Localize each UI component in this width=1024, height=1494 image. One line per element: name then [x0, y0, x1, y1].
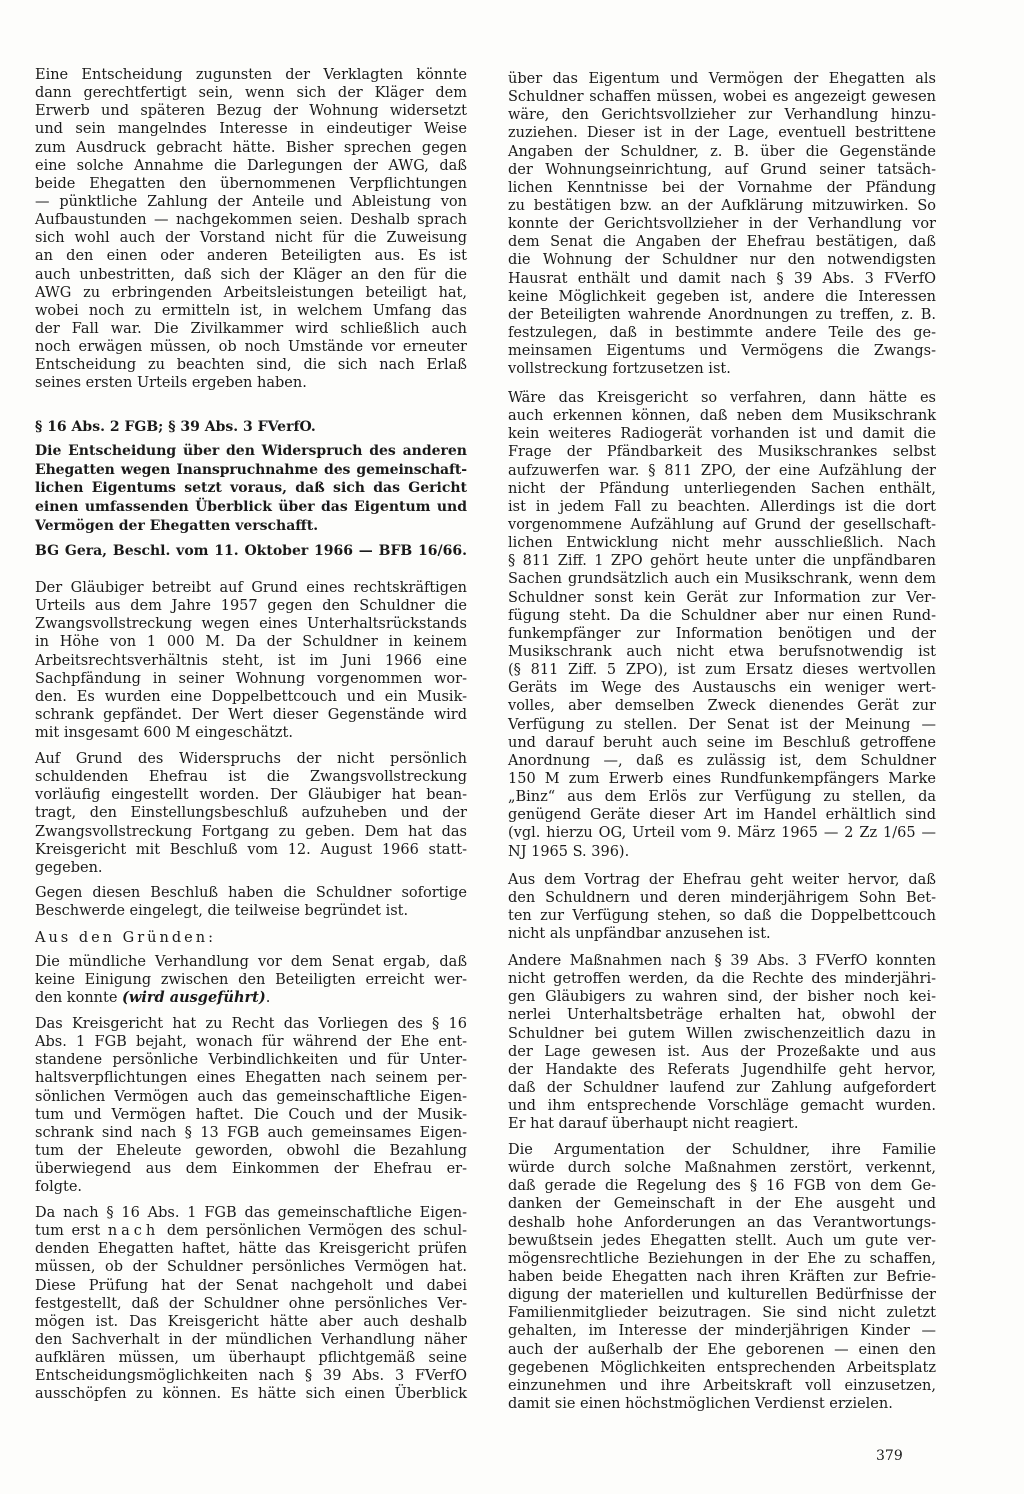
text-line: Verfügung zu stellen. Der Senat ist der Meinung —: [508, 716, 936, 733]
text-line: Hausrat enthält und damit nach § 39 Abs. 3 FVerfO: [508, 270, 936, 287]
text-line: Urteils aus dem Jahre 1957 gegen den Schuldner die: [35, 598, 467, 615]
text-line: [35, 989, 467, 1007]
text-line: deshalb hohe Anforderungen an das Verantwortungs-: [508, 1214, 936, 1231]
text-line: ist in jedem Fall zu beachten. Allerdings ist die dort: [508, 498, 936, 515]
text-line: den Sachverhalt in der mündlichen Verhandlung näher: [35, 1331, 467, 1348]
body-paragraph-continued: [35, 1204, 467, 1404]
text-line: Beschwerde eingelegt, die teilweise begründet ist.: [35, 903, 409, 920]
text-line: Zwangsvollstreckung wegen eines Unterhaltsrückstands: [35, 616, 467, 633]
text-line: (§ 811 Ziff. 5 ZPO), ist zum Ersatz dieses wertvollen: [508, 662, 936, 679]
text-line: haben beide Ehegatten nach ihren Kräften zur Befrie-: [508, 1268, 936, 1285]
text-line: zum Ausdruck gebracht hätte. Bisher sprechen gegen: [35, 139, 467, 156]
text-line: ausschöpfen zu können. Es hätte sich einen Überblick: [35, 1386, 467, 1403]
text-line: den. Es wurden eine Doppelbettcouch und ein Musik-: [35, 688, 467, 705]
text-line: Andere Maßnahmen nach § 39 Abs. 3 FVerfO konnten: [508, 953, 936, 969]
text-line: würde durch solche Maßnahmen zerstört, verkennt,: [508, 1160, 936, 1177]
text-line: gegeben.: [35, 859, 103, 876]
body-paragraph: [35, 953, 467, 1007]
text-line: § 16 Abs. 2 FGB; § 39 Abs. 3 FVerfO.: [35, 419, 316, 435]
emphasized-text: (wird ausgeführt): [122, 989, 266, 1007]
text-line: Ehegatten wegen Inanspruchnahme des gemeinschaft-: [35, 461, 467, 478]
text-line: danken der Gemeinschaft in der Ehe ausgeht und: [508, 1196, 936, 1213]
text-line: lichen Eigentums setzt voraus, daß sich das Gericht: [35, 480, 467, 497]
text-line: denden Ehegatten haftet, hätte das Kreisgericht prüfen: [35, 1241, 467, 1258]
text-segment: den konnte: [35, 990, 123, 1007]
text-line: Das Kreisgericht hat zu Recht das Vorliegen des § 16: [35, 1016, 467, 1032]
text-line: schrank gepfändet. Der Wert dieser Gegenstände wird: [35, 706, 467, 723]
text-line: Auf Grund des Widerspruchs der nicht persönlich: [35, 751, 467, 767]
text-line: § 811 Ziff. 1 ZPO gehört heute unter die unpfändbaren: [508, 553, 936, 570]
text-line: Sachen grundsätzlich auch ein Musikschrank, wenn dem: [508, 571, 936, 588]
text-line: zu bestätigen bzw. an der Aufklärung mitzuwirken. So: [508, 197, 936, 214]
text-line: dann gerechtfertigt sein, wenn sich der Kläger dem: [35, 85, 467, 102]
text-line: wobei noch zu ermitteln ist, in welchem Umfang das: [35, 302, 467, 319]
text-line: [35, 1222, 467, 1240]
text-segment: .: [265, 990, 271, 1007]
text-line: den Schuldnern und deren minderjährigem Sohn Bet-: [508, 890, 936, 907]
text-line: beide Ehegatten den übernommenen Verpflichtungen: [35, 175, 467, 192]
text-line: Frage der Pfändbarkeit des Musikschrankes selbst: [508, 444, 936, 461]
body-paragraph: [35, 750, 467, 877]
text-line: keine Möglichkeit gegeben ist, andere die Interessen: [508, 288, 936, 305]
text-line: Angaben der Schuldner, z. B. über die Gegenstände: [508, 143, 936, 160]
body-paragraph: [35, 1015, 467, 1196]
text-line: eine solche Annahme die Darlegungen der AWG, daß: [35, 157, 467, 174]
text-line: in Höhe von 1 000 M. Da der Schuldner in keinem: [35, 634, 467, 651]
text-line: über das Eigentum und Vermögen der Ehegatten als: [508, 71, 936, 87]
text-line: Eine Entscheidung zugunsten der Verklagten könnte: [35, 67, 467, 83]
text-line: Die Entscheidung über den Widerspruch des anderen: [35, 443, 467, 459]
body-paragraph: [508, 871, 936, 944]
text-line: Aus dem Vortrag der Ehefrau geht weiter hervor, daß: [508, 872, 936, 888]
text-line: einzunehmen und ihre Arbeitskraft voll einzusetzen,: [508, 1377, 936, 1394]
page-number: 379: [876, 1448, 903, 1464]
text-line: standene persönliche Verbindlichkeiten und für Unter-: [35, 1052, 467, 1069]
text-line: zuziehen. Dieser ist in der Lage, eventuell bestrittene: [508, 125, 936, 142]
text-line: ten zur Verfügung stehen, so daß die Doppelbettcouch: [508, 908, 936, 925]
text-line: einen umfassenden Überblick über das Eigentum und: [35, 499, 467, 516]
text-line: aufzuwerfen war. § 811 ZPO, der eine Aufzählung der: [508, 462, 936, 479]
text-line: und ihm entsprechende Vorschläge gemacht wurden.: [508, 1098, 936, 1115]
text-line: Musikschrank auch nicht etwa berufsnotwendig ist: [508, 643, 936, 660]
text-line: lichen Kenntnisse bei der Vornahme der Pfändung: [508, 179, 936, 196]
text-line: digung der materiellen und kulturellen Bedürfnisse der: [508, 1287, 936, 1304]
text-line: gen Gläubigers zu wahren sind, der bisher noch kei-: [508, 989, 936, 1006]
text-segment: dem persönlichen Vermögen des schul-: [159, 1223, 468, 1240]
grounds-heading: [35, 929, 467, 947]
text-line: sich wohl auch der Vorstand nicht für die Zuweisung: [35, 230, 467, 247]
text-line: vorläufig eingestellt worden. Der Gläubiger hat bean-: [35, 787, 467, 804]
right-column: [508, 0, 936, 1494]
text-line: Arbeitsrechtsverhältnis steht, ist im Juni 1966 eine: [35, 652, 467, 669]
text-line: Die Argumentation der Schuldner, ihre Familie: [508, 1142, 936, 1158]
text-line: keine Einigung zwischen den Beteiligten erreicht wer-: [35, 972, 467, 989]
text-line: meinsamen Eigentums und Vermögens die Zwangs-: [508, 343, 936, 360]
text-line: der Wohnungseinrichtung, auf Grund seiner tatsäch-: [508, 161, 936, 178]
text-line: „Binz“ aus dem Erlös zur Verfügung zu stellen, da: [508, 789, 936, 806]
text-line: lichen Entwicklung nicht mehr ausschließlich. Nach: [508, 535, 936, 552]
text-line: vollstreckung fortzusetzen ist.: [508, 361, 731, 378]
text-line: Geräts im Wege des Austauschs ein weniger wert-: [508, 680, 936, 697]
text-line: 150 M zum Erwerb eines Rundfunkempfängers Marke: [508, 770, 936, 787]
text-line: auch erkennen können, daß neben dem Musikschrank: [508, 408, 936, 425]
text-line: nicht getroffen werden, da die Rechte des minderjähri-: [508, 971, 936, 988]
letterspaced-text: nach: [107, 1223, 160, 1240]
text-line: daß gerade die Regelung des § 16 FGB von dem Ge-: [508, 1178, 936, 1195]
text-line: Die mündliche Verhandlung vor dem Senat ergab, daß: [35, 954, 467, 970]
text-line: wäre, den Gerichtsvollzieher zur Verhandlung hinzu-: [508, 107, 936, 124]
text-line: überwiegend aus dem Einkommen der Ehefrau er-: [35, 1161, 467, 1178]
text-line: Gegen diesen Beschluß haben die Schuldner sofortige: [35, 885, 467, 901]
text-line: und sein mangelndes Interesse in eindeutiger Weise: [35, 121, 467, 138]
text-line: Der Gläubiger betreibt auf Grund eines rechtskräftigen: [35, 580, 467, 596]
text-line: mögen ist. Das Kreisgericht hätte aber auch deshalb: [35, 1313, 467, 1330]
text-line: nerlei Unterhaltsbeträge erhalten hat, obwohl der: [508, 1007, 936, 1024]
text-line: festzulegen, daß in bestimmte andere Teile des ge-: [508, 324, 936, 341]
text-line: Diese Prüfung hat der Senat nachgeholt und dabei: [35, 1277, 467, 1294]
body-paragraph: [35, 66, 467, 393]
left-column: [35, 0, 467, 1494]
text-line: folgte.: [35, 1179, 83, 1196]
text-line: schuldenden Ehefrau ist die Zwangsvollstreckung: [35, 769, 467, 786]
text-line: der Beteiligten wahrende Anordnungen zu treffen, z. B.: [508, 306, 936, 323]
text-line: Schuldner bei gutem Willen zwischenzeitlich dazu in: [508, 1025, 936, 1042]
text-line: Entscheidungsmöglichkeiten nach § 39 Abs. 3 FVerfO: [35, 1368, 467, 1385]
body-paragraph: [35, 884, 467, 920]
text-line: genügend Geräte dieser Art im Handel erhältlich sind: [508, 807, 936, 824]
text-line: konnte der Gerichtsvollzieher in der Verhandlung vor: [508, 216, 936, 233]
text-line: tum der Eheleute geworden, obwohl die Bezahlung: [35, 1142, 467, 1159]
body-paragraph: [508, 1141, 936, 1413]
text-line: seines ersten Urteils ergeben haben.: [35, 375, 307, 392]
text-line: Er hat darauf überhaupt nicht reagiert.: [508, 1116, 799, 1133]
text-line: schrank sind nach § 13 FGB auch gemeinsames Eigen-: [35, 1124, 467, 1141]
text-line: und darauf beruht auch seine im Beschluß getroffene: [508, 734, 936, 751]
text-line: an den einen oder anderen Beteiligten aus. Es ist: [35, 248, 467, 265]
text-line: Vermögen der Ehegatten verschafft.: [35, 517, 319, 534]
text-line: kein weiteres Radiogerät vorhanden ist und damit die: [508, 426, 936, 443]
text-line: tragt, den Einstellungsbeschluß aufzuheben und der: [35, 805, 467, 822]
text-line: Entscheidung zu beachten sind, die sich nach Erlaß: [35, 357, 467, 374]
text-line: daß der Schuldner laufend zur Zahlung aufgefordert: [508, 1079, 936, 1096]
text-line: mit insgesamt 600 M eingeschätzt.: [35, 725, 293, 742]
text-line: volles, aber demselben Zweck dienendes Gerät zur: [508, 698, 936, 715]
text-line: fügung steht. Da die Schuldner aber nur einen Rund-: [508, 607, 936, 624]
body-paragraph: [35, 579, 467, 742]
text-line: Aus den Gründen:: [35, 930, 216, 946]
text-line: BG Gera, Beschl. vom 11. Oktober 1966 — BFB 16/66.: [35, 543, 467, 559]
text-line: Aufbaustunden — nachgekommen seien. Deshalb sprach: [35, 212, 467, 229]
text-line: gehalten, im Interesse der minderjährigen Kinder —: [508, 1323, 936, 1340]
text-line: Da nach § 16 Abs. 1 FGB das gemeinschaftliche Eigen-: [35, 1205, 467, 1221]
text-line: festgestellt, daß der Schuldner ohne persönliches Ver-: [35, 1295, 467, 1312]
text-line: nicht als unpfändbar anzusehen ist.: [508, 926, 771, 943]
text-line: Sachpfändung in seiner Wohnung vorgenommen wor-: [35, 670, 467, 687]
text-line: Schuldner schaffen müssen, wobei es angezeigt gewesen: [508, 89, 936, 106]
text-line: die Wohnung der Schuldner nur den notwendigsten: [508, 252, 936, 269]
text-line: der Fall war. Die Zivilkammer wird schließlich auch: [35, 320, 467, 337]
text-line: NJ 1965 S. 396).: [508, 843, 630, 860]
body-paragraph: [508, 389, 936, 861]
text-line: Anordnung —, daß es zulässig ist, dem Schuldner: [508, 752, 936, 769]
text-line: Abs. 1 FGB bejaht, wonach für während der Ehe ent-: [35, 1034, 467, 1051]
text-line: vorgenommene Aufzählung auf Grund der gesellschaft-: [508, 516, 936, 533]
text-line: tum und Vermögen haftet. Die Couch und der Musik-: [35, 1106, 467, 1123]
text-line: nicht der Pfändung unterliegenden Sachen enthält,: [508, 480, 936, 497]
text-line: gegebenen Möglichkeiten entsprechenden Arbeitsplatz: [508, 1359, 936, 1376]
text-line: Wäre das Kreisgericht so verfahren, dann hätte es: [508, 390, 936, 406]
text-line: der Handakte des Referats Jugendhilfe geht hervor,: [508, 1061, 936, 1078]
text-line: noch erwägen müssen, ob noch Umstände vor erneuter: [35, 339, 467, 356]
court-citation: [35, 542, 467, 560]
body-paragraph: [508, 952, 936, 1133]
text-line: (vgl. hierzu OG, Urteil vom 9. März 1965 — 2 Zz 1/65 —: [508, 825, 936, 842]
text-line: Erwerb und späteren Bezug der Wohnung widersetzt: [35, 103, 467, 120]
text-segment: tum erst: [35, 1223, 108, 1240]
text-line: aufklären müssen, um überhaupt pflichtgemäß seine: [35, 1350, 467, 1367]
section-heading: [35, 418, 467, 436]
body-paragraph: [508, 70, 936, 378]
text-line: auch unbestritten, daß sich der Kläger an den für die: [35, 266, 467, 283]
text-line: AWG zu erbringenden Arbeitsleistungen beteiligt hat,: [35, 284, 467, 301]
text-line: der Lage gewesen ist. Aus der Prozeßakte und aus: [508, 1043, 936, 1060]
text-line: funkempfänger zur Information benötigen und der: [508, 625, 936, 642]
text-line: Zwangsvollstreckung Fortgang zu geben. Dem hat das: [35, 823, 467, 840]
text-line: müssen, ob der Schuldner persönliches Vermögen hat.: [35, 1259, 467, 1276]
text-line: Familienmitglieder beizutragen. Sie sind nicht zuletzt: [508, 1305, 936, 1322]
text-line: dem Senat die Angaben der Ehefrau bestätigen, daß: [508, 234, 936, 251]
text-line: auch der außerhalb der Ehe geborenen — einen den: [508, 1341, 936, 1358]
text-line: sönlichen Vermögen auch das gemeinschaftliche Eigen-: [35, 1088, 467, 1105]
text-line: haltsverpflichtungen eines Ehegatten nach seinem per-: [35, 1070, 467, 1087]
text-line: — pünktliche Zahlung der Anteile und Ableistung von: [35, 193, 467, 210]
text-line: bewußtsein jedes Ehegatten stellt. Auch um gute ver-: [508, 1232, 936, 1249]
headnote: [35, 442, 467, 535]
text-line: Kreisgericht mit Beschluß vom 12. August 1966 statt-: [35, 841, 467, 858]
text-line: Schuldner sonst kein Gerät zur Information zur Ver-: [508, 589, 936, 606]
text-line: mögensrechtliche Beziehungen in der Ehe zu schaffen,: [508, 1250, 936, 1267]
text-line: damit sie einen höchstmöglichen Verdienst erzielen.: [508, 1395, 893, 1412]
